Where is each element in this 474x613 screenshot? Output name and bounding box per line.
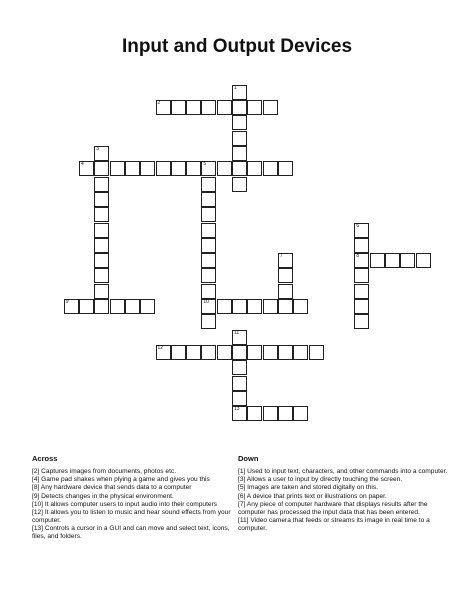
clue-text: [1] Used to input text, characters, and other commands into a computer.	[238, 467, 448, 475]
clue-text: [11] Video camera that feeds or streams its image in real time to a computer.	[238, 517, 430, 532]
grid-cell[interactable]	[232, 360, 247, 375]
grid-cell[interactable]	[232, 146, 247, 161]
grid-cell[interactable]	[278, 284, 293, 299]
grid-cell[interactable]	[354, 253, 369, 268]
grid-cell[interactable]	[94, 146, 109, 161]
grid-cell[interactable]	[247, 299, 262, 314]
grid-cell[interactable]	[354, 284, 369, 299]
grid-cell[interactable]	[171, 161, 186, 176]
grid-cell[interactable]	[186, 161, 201, 176]
grid-cell[interactable]	[354, 223, 369, 238]
grid-cell[interactable]	[110, 161, 125, 176]
grid-cell[interactable]	[263, 100, 278, 115]
grid-cell[interactable]	[79, 161, 94, 176]
grid-cell[interactable]	[232, 131, 247, 146]
grid-cell[interactable]	[94, 268, 109, 283]
clue-text: [9] Detects changes in the physical environment.	[32, 492, 174, 500]
grid-cell[interactable]	[416, 253, 431, 268]
clue-text: [8] Any hardware device that sends data to a computer	[32, 484, 192, 492]
grid-cell[interactable]	[385, 253, 400, 268]
grid-cell[interactable]	[263, 299, 278, 314]
grid-cell[interactable]	[247, 161, 262, 176]
down-heading: Down	[238, 454, 259, 463]
grid-cell[interactable]	[94, 223, 109, 238]
clue-text: [2] Captures images from documents, photos etc.	[32, 467, 177, 475]
clue-number: 6	[356, 222, 360, 229]
clue-text: [7] Any piece of computer hardware that displays results after the computer has processed the input data that has been entered.	[238, 500, 428, 516]
grid-cell[interactable]	[217, 345, 232, 360]
clue-number: 4	[81, 161, 84, 168]
grid-cell[interactable]	[217, 299, 232, 314]
grid-cell[interactable]	[232, 299, 247, 314]
grid-cell[interactable]	[94, 238, 109, 253]
across-clue-list	[32, 468, 232, 541]
grid-cell[interactable]	[232, 391, 247, 406]
grid-cell[interactable]	[217, 100, 232, 115]
grid-cell[interactable]	[156, 161, 171, 176]
grid-cell[interactable]	[64, 299, 79, 314]
grid-cell[interactable]	[201, 345, 216, 360]
down-clues	[238, 455, 448, 533]
clue-text: [12] It allows you to listen to music and hear sound effects from your computer.	[32, 509, 231, 525]
grid-cell[interactable]	[232, 376, 247, 391]
grid-cell[interactable]	[278, 253, 293, 268]
grid-cell[interactable]	[232, 115, 247, 130]
grid-cell[interactable]	[94, 284, 109, 299]
grid-cell[interactable]	[263, 406, 278, 421]
clue-text: [6] A device that prints text or illustrations on paper.	[238, 492, 387, 500]
grid-cell[interactable]	[263, 161, 278, 176]
grid-cell[interactable]	[201, 223, 216, 238]
grid-cell[interactable]	[247, 406, 262, 421]
grid-cell[interactable]	[201, 284, 216, 299]
clue-number: 1	[234, 84, 237, 91]
grid-cell[interactable]	[201, 192, 216, 207]
grid-cell[interactable]	[247, 100, 262, 115]
grid-cell[interactable]	[94, 253, 109, 268]
grid-cell[interactable]	[201, 268, 216, 283]
grid-cell[interactable]	[94, 299, 109, 314]
grid-cell[interactable]	[278, 161, 293, 176]
grid-cell[interactable]	[186, 100, 201, 115]
grid-cell[interactable]	[309, 345, 324, 360]
grid-cell[interactable]	[293, 299, 308, 314]
clue-number: 10	[203, 299, 209, 305]
grid-cell[interactable]	[201, 299, 216, 314]
grid-cell[interactable]	[140, 299, 155, 314]
grid-cell[interactable]	[293, 345, 308, 360]
page-title: Input and Output Devices	[121, 36, 353, 57]
grid-cell[interactable]	[232, 177, 247, 192]
grid-cell[interactable]	[201, 100, 216, 115]
grid-cell[interactable]	[201, 314, 216, 329]
grid-cell[interactable]	[217, 161, 232, 176]
grid-cell[interactable]	[156, 345, 171, 360]
grid-cell[interactable]	[354, 268, 369, 283]
grid-cell[interactable]	[354, 299, 369, 314]
clue-number: 3	[96, 146, 100, 152]
grid-cell[interactable]	[140, 161, 155, 176]
clue-text: [13] Controls a cursor in a GUI and can move and select text, icons, files, and folders.	[32, 525, 230, 541]
clue-number: 13	[234, 406, 240, 413]
across-heading: Across	[32, 454, 58, 463]
grid-cell[interactable]	[354, 238, 369, 253]
down-clue-list	[238, 468, 448, 533]
clue-text: [5] Images are taken and stored digitally on this.	[238, 484, 379, 492]
grid-cell[interactable]	[232, 345, 247, 360]
grid-cell[interactable]	[94, 177, 109, 192]
grid-cell[interactable]	[370, 253, 385, 268]
grid-cell[interactable]	[354, 314, 369, 329]
grid-cell[interactable]	[94, 207, 109, 222]
clue-text: [4] Game pad shakes when plying a game and gives you this	[32, 476, 210, 484]
grid-cell[interactable]	[278, 268, 293, 283]
grid-cell[interactable]	[232, 161, 247, 176]
grid-cell[interactable]	[263, 345, 278, 360]
grid-cell[interactable]	[201, 253, 216, 268]
clue-number: 7	[279, 253, 283, 260]
grid-cell[interactable]	[232, 330, 247, 345]
grid-cell[interactable]	[156, 100, 171, 115]
grid-cell[interactable]	[278, 406, 293, 421]
grid-cell[interactable]	[400, 253, 415, 268]
clue-number: 9	[65, 299, 69, 305]
grid-cell[interactable]	[94, 161, 109, 176]
grid-cell[interactable]	[171, 100, 186, 115]
grid-cell[interactable]	[293, 406, 308, 421]
grid-cell[interactable]	[201, 161, 216, 176]
grid-cell[interactable]	[171, 345, 186, 360]
grid-cell[interactable]	[201, 238, 216, 253]
clue-text: [10] It allows computer users to input audio into their computers	[32, 500, 218, 508]
grid-cell[interactable]	[125, 299, 140, 314]
grid-cell[interactable]	[186, 345, 201, 360]
grid-cell[interactable]	[110, 299, 125, 314]
clue-number: 2	[157, 100, 161, 107]
grid-cell[interactable]	[247, 345, 262, 360]
grid-cell[interactable]	[94, 192, 109, 207]
grid-cell[interactable]	[278, 345, 293, 360]
clue-number: 5	[203, 161, 207, 168]
grid-cell[interactable]	[278, 299, 293, 314]
grid-cell[interactable]	[79, 299, 94, 314]
grid-cell[interactable]	[232, 100, 247, 115]
clue-number: 12	[157, 344, 164, 351]
clue-text: [3] Allows a user to input by directly touching the screen.	[238, 476, 403, 484]
across-clues	[32, 455, 232, 541]
clue-number: 11	[234, 329, 240, 336]
grid-cell[interactable]	[232, 406, 247, 421]
clue-number: 8	[356, 253, 360, 260]
grid-cell[interactable]	[201, 207, 216, 222]
grid-cell[interactable]	[232, 85, 247, 100]
grid-cell[interactable]	[201, 177, 216, 192]
grid-cell[interactable]	[125, 161, 140, 176]
